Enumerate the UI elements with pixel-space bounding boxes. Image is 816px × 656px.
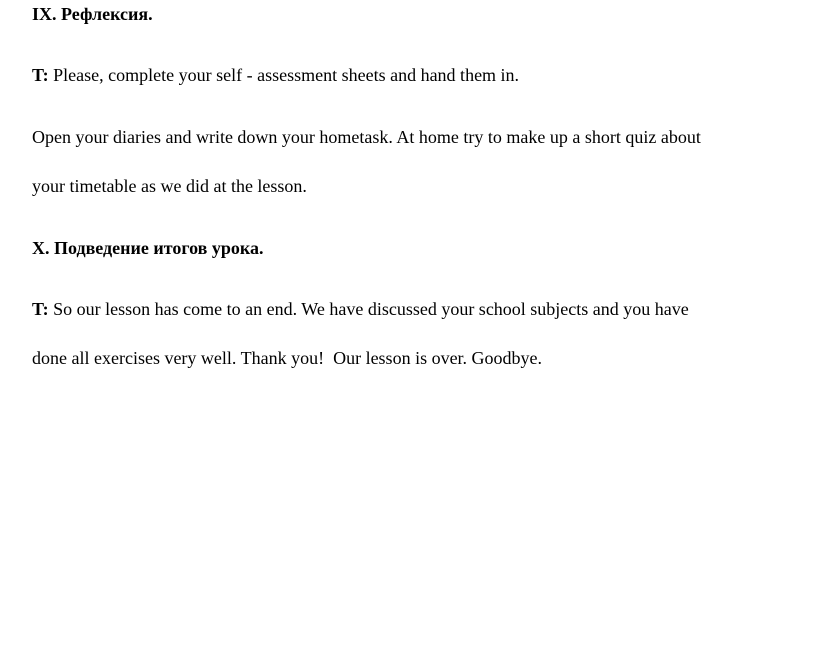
hometask-line-2: your timetable as we did at the lesson. [32,176,307,196]
closing-text-1: So our lesson has come to an end. We have discussed your school subjects and you have [48,299,689,319]
section-heading-summary: X. Подведение итогов урока. [32,238,264,258]
teacher-instruction-line [32,63,519,87]
teacher-closing-line-2: done all exercises very well. Thank you! Our lesson is over. Goodbye. [32,348,543,368]
hometask-line-1: Open your diaries and write down your hometask. At home try to make up a short quiz about [32,127,701,147]
speaker-label: T: [32,65,49,85]
teacher-closing-line-1 [32,297,689,321]
speaker-label: T: [32,299,49,319]
section-heading-reflection: IX. Рефлексия. [32,4,153,24]
instruction-text: Please, complete your self - assessment sheets and hand them in. [48,65,520,85]
